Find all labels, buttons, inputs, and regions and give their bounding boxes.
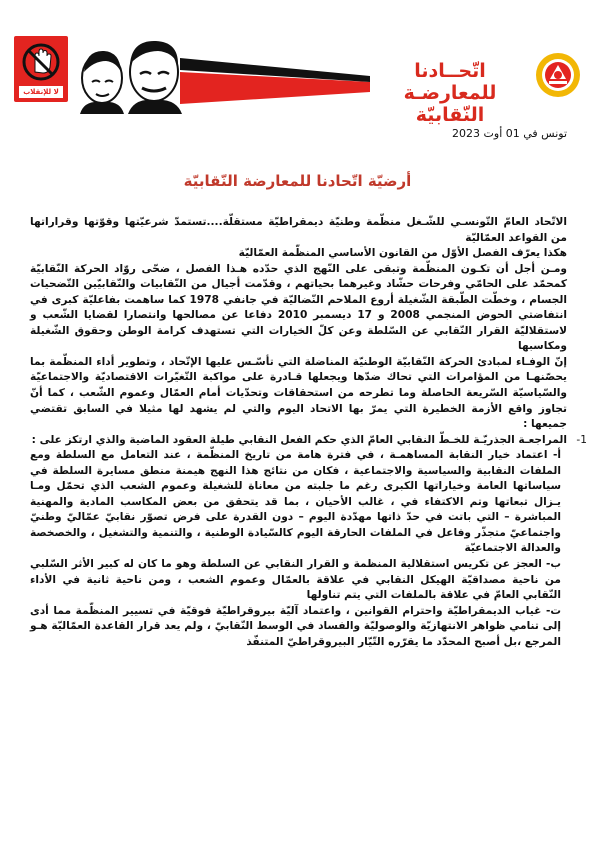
item-number: 1-: [576, 433, 587, 446]
anti-coup-badge: [14, 36, 68, 102]
document-title: أرضيّة اتّحادنا للمعارضة النّقابيّة: [183, 172, 412, 190]
numbered-item-text: المراجعـة الجذريّـة للخـطّ النقابي العامّ الذي حكم الفعل النقابي طيلة العقود الماضية والذي ارتكز على :: [31, 433, 567, 446]
document-body: [30, 215, 587, 650]
badge-text: لا للإنقلاب: [19, 86, 63, 98]
paragraph: ومـن أجل أن تكـون المنظّمة وتبقى على النّهج الذي حدّده هـذا الفصل ، ضحّى روّاد الحركة النّقابيّة كمحمّد على الحامّي وفرحات حشّاد وغيرهما بحياتهم ، وقدّمت أجيال من النّقابيات والنّقابيّين التّضحيات الجسام ، وخطّت الطّبقة الشّغيلة أروع الملاحم النّضاليّة في جانفي 1978 كما ساهمت بفاعليّة كبرى في انتفاضتي الحوض المنجمي 2008 و 17 ديسمبر 2010 دفاعا عن مصالحها وانتصارا لقضايا الشّعب و لاستقلاليّة القرار النّقابي عن السّلطة وعن كلّ الخيارات التي تستهدف كرامة الوطن وحقوق الشّغيلة ومكاسبها: [30, 262, 567, 353]
portraits-image: [72, 34, 192, 114]
decorative-banner: [180, 52, 370, 104]
numbered-item-1: [30, 433, 587, 449]
sub-item-b: ب- العجز عن تكريس استقلالية المنظمة و القرار النقابي عن السلطة وهو ما كان له كبير الأثر السّلبي من ناحية مصداقيّة الهيكل النقابي في علاقة بالعمّال وعموم الشعب ، ومن ناحية ثانية في الأداء النّقابي العامّ في علاقة بالملفات التي يتم تناولها: [30, 558, 561, 602]
ugtt-logo-icon: [535, 52, 581, 98]
org-name-line1: اتّحــادنا للمعارضـة: [403, 60, 497, 104]
sub-item-t: ت- غياب الديمقراطيّة واحترام القوانين ، واعتماد آليّة بيروقراطيّة فوقيّة في تسيير المنظّمة مما أدى إلى تنامي ظواهر الانتهازيّة والوصوليّة والفساد في الوسط النّقابيّ ، ولم يعد قرار القاعدة العمّاليّة هـو المرجع ،بل أصبح المحدّد ما يقرّره التّيّار البيروقراطيّ المتنفّذ: [30, 604, 561, 648]
paragraph: الاتّحاد العامّ التّونسـي للشّـغل منظّمة وطنيّة ديمقراطيّة مستقلّة....تستمدّ شرعيّتها وقوّتها وقراراتها من القواعد العمّاليّة: [30, 216, 567, 244]
paragraph: إنّ الوفـاء لمبادئ الحركة النّقابيّة الوطنيّة المناضلة التي تأسّـس عليها الإتّحاد ، وتطوير أداء المنظّمة بما يحصّنهـا من المؤامرات التي تحاك ضدّها ويجعلها قـادرة على مواكبة التّغيّرات الاقتصاديّة والاجتماعيّة والسّياسيّة السّريعة الحاصلة وما تطرحه من استحقاقات وتحدّيات أمام العمّال وعموم الشّعب ، كما أنّ تجاوز واقع الأزمة الخطيرة التي يمرّ بها الاتحاد اليوم والتي لم يشهد لها مثيلا في السابق تقتضي جميعها :: [30, 355, 567, 431]
paragraph: هكذا يعرّف الفصل الأوّل من القانون الأساسي المنظّمة العمّاليّة: [238, 247, 567, 260]
org-name: [375, 60, 525, 126]
raised-hand-icon: [22, 42, 60, 82]
sub-items: [30, 448, 567, 650]
sub-item-a: أ- اعتماد خيار النقابة المساهمـة ، في فترة هامة من تاريخ المنظّمة ، عند التعامل مع السلطة ومع الملفات النقابية والسياسية والاجتماعية ، فكان من نتائج هذا النهج هيمنة منطق مسايرة السلطة في سياساتها العامة وخياراتها الكبرى رغم ما جلبته من معاناة للشغيلة وعموم الشعب الذي تحمّل ومـا يـزال تبعاتها وتم الاكتفاء في ، غالب الأحيان ، بما قد يتحقق من بعض المكاسب المادية والمهنية المباشرة – التي باتت في حدّ ذاتها مهدّدة اليوم – دون القدرة على فرض تصوّر نقابيّ عمّاليّ وطنيّ واجتماعيّ متجذّر وفاعل في الملفات الحارقة اليوم كالسّيادة الوطنية ، والتنمية والتشغيل ، والخصخصة والعدالة الاجتماعيّة: [30, 449, 561, 555]
org-name-line2: النّقابيّة: [415, 104, 485, 126]
document-date: تونس في 01 أوت 2023: [452, 127, 567, 140]
letterhead: [0, 0, 595, 126]
